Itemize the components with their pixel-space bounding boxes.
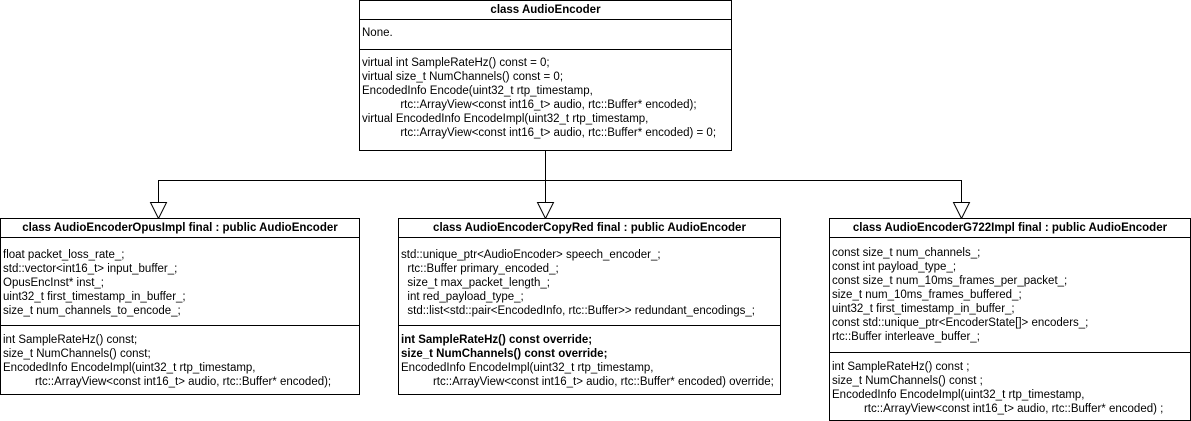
attributes-section xyxy=(360,20,731,50)
attributes-section xyxy=(399,238,780,326)
class-title: class AudioEncoderG722Impl final : public AudioEncoder xyxy=(830,219,1190,238)
method-line: int SampleRateHz() const; xyxy=(3,334,138,346)
attribute-line: std::unique_ptr<AudioEncoder> speech_encoder_; xyxy=(401,249,661,261)
attribute-line: const size_t num_10ms_frames_per_packet_; xyxy=(832,275,1068,287)
method-line: rtc::ArrayView<const int16_t> audio, rtc::Buffer* encoded) override; xyxy=(401,376,774,388)
class-audio-encoder-g722-impl[interactable] xyxy=(829,218,1191,421)
methods-section xyxy=(399,326,780,391)
method-line: rtc::ArrayView<const int16_t> audio, rtc::Buffer* encoded) = 0; xyxy=(362,127,717,139)
class-title: class AudioEncoderCopyRed final : public AudioEncoder xyxy=(399,219,780,238)
method-line: virtual EncodedInfo EncodeImpl(uint32_t rtp_timestamp, xyxy=(362,113,649,125)
class-audio-encoder-opus-impl[interactable] xyxy=(0,218,360,395)
attribute-line: int red_payload_type_; xyxy=(401,291,524,303)
method-line: EncodedInfo EncodeImpl(uint32_t rtp_timestamp, xyxy=(832,389,1085,401)
attributes-section xyxy=(830,238,1190,353)
class-audio-encoder[interactable] xyxy=(359,0,732,151)
attribute-line: rtc::Buffer interleave_buffer_; xyxy=(832,331,980,343)
inheritance-arrowhead-opus xyxy=(151,203,167,219)
class-title: class AudioEncoder xyxy=(360,1,731,20)
attribute-line: float packet_loss_rate_; xyxy=(3,249,125,261)
method-line: EncodedInfo Encode(uint32_t rtp_timestamp, xyxy=(362,85,593,97)
attribute-line: std::vector<int16_t> input_buffer_; xyxy=(3,263,178,275)
method-line: rtc::ArrayView<const int16_t> audio, rtc::Buffer* encoded); xyxy=(3,376,332,388)
class-audio-encoder-copy-red[interactable] xyxy=(398,218,781,395)
method-line: size_t NumChannels() const ; xyxy=(832,375,983,387)
method-line: int SampleRateHz() const ; xyxy=(832,361,970,373)
attribute-line: size_t max_packet_length_; xyxy=(401,277,550,289)
inheritance-arrowhead-copyred xyxy=(538,203,554,219)
attribute-line: OpusEncInst* inst_; xyxy=(3,277,104,289)
method-line: EncodedInfo EncodeImpl(uint32_t rtp_timestamp, xyxy=(401,362,654,374)
attribute-line: size_t num_channels_to_encode_; xyxy=(3,305,181,317)
attribute-line: uint32_t first_timestamp_in_buffer_; xyxy=(832,303,1015,315)
method-line: EncodedInfo EncodeImpl(uint32_t rtp_timestamp, xyxy=(3,362,256,374)
method-line: rtc::ArrayView<const int16_t> audio, rtc::Buffer* encoded) ; xyxy=(832,403,1164,415)
attribute-line: None. xyxy=(362,27,393,39)
attribute-line: const std::unique_ptr<EncoderState[]> encoders_; xyxy=(832,317,1089,329)
methods-section xyxy=(360,50,731,142)
methods-section xyxy=(830,353,1190,418)
class-title: class AudioEncoderOpusImpl final : public AudioEncoder xyxy=(1,219,359,238)
attribute-line: size_t num_10ms_frames_buffered_; xyxy=(832,289,1022,301)
attribute-line: rtc::Buffer primary_encoded_; xyxy=(401,263,559,275)
attribute-line: const size_t num_channels_; xyxy=(832,247,981,259)
attribute-line: uint32_t first_timestamp_in_buffer_; xyxy=(3,291,186,303)
method-line: rtc::ArrayView<const int16_t> audio, rtc::Buffer* encoded); xyxy=(362,99,697,111)
method-line: size_t NumChannels() const; xyxy=(3,348,151,360)
method-line: int SampleRateHz() const override; xyxy=(401,334,593,346)
method-line: virtual int SampleRateHz() const = 0; xyxy=(362,57,550,69)
attribute-line: std::list<std::pair<EncodedInfo, rtc::Buffer>> redundant_encodings_; xyxy=(401,305,755,317)
attribute-line: const int payload_type_; xyxy=(832,261,957,273)
inheritance-arrowhead-g722 xyxy=(954,203,970,219)
method-line: size_t NumChannels() const override; xyxy=(401,348,608,360)
methods-section xyxy=(1,326,359,391)
attributes-section xyxy=(1,238,359,326)
method-line: virtual size_t NumChannels() const = 0; xyxy=(362,71,564,83)
